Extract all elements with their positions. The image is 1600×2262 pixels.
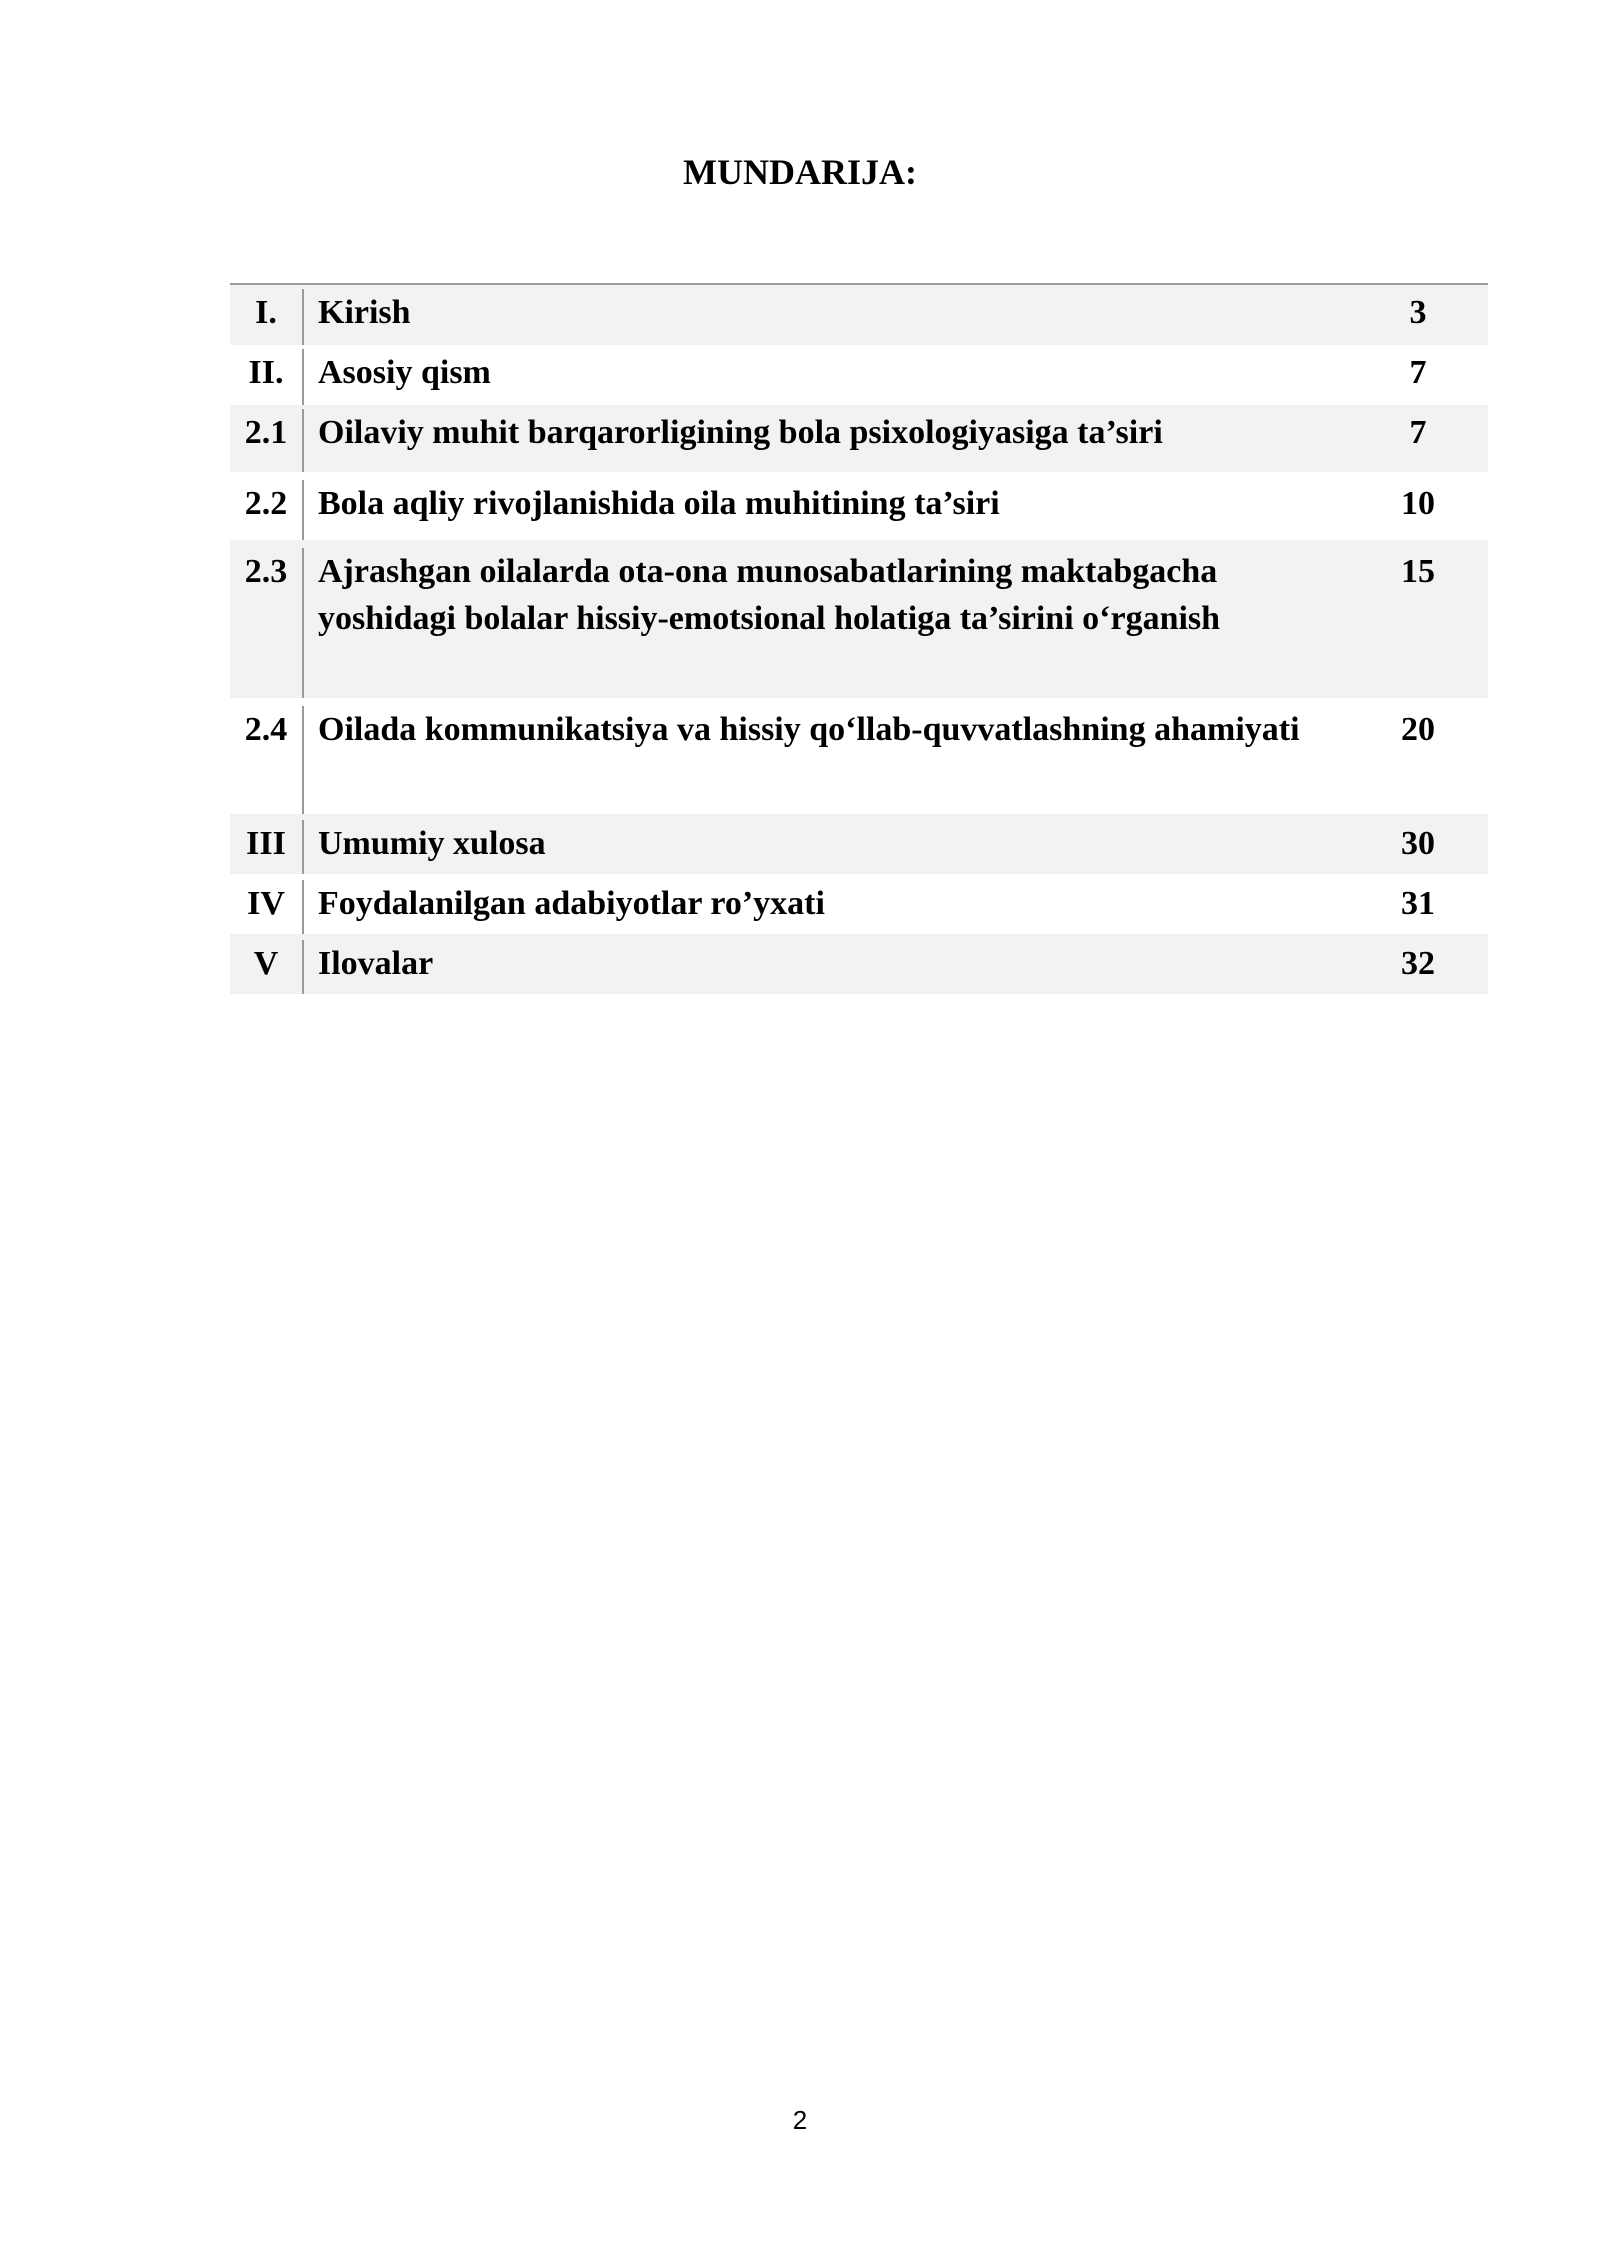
toc-row bbox=[230, 405, 1488, 472]
toc-row-title: Ilovalar bbox=[318, 945, 434, 982]
toc-row-title: Asosiy qism bbox=[318, 354, 491, 391]
page-number: 2 bbox=[792, 2105, 808, 2135]
toc-row bbox=[230, 345, 1488, 405]
toc-row-page: 30 bbox=[1401, 825, 1435, 862]
toc-row bbox=[230, 874, 1488, 934]
toc-row-title: Bola aqliy rivojlanishida oila muhitining ta’siri bbox=[318, 485, 1000, 522]
toc-row bbox=[230, 934, 1488, 994]
toc-row-number: V bbox=[230, 940, 304, 994]
toc-row-title: Oilaviy muhit barqarorligining bola psixologiyasiga ta’siri bbox=[318, 414, 1163, 451]
toc-row bbox=[230, 698, 1488, 814]
toc-row-number: IV bbox=[230, 880, 304, 934]
toc-row-number: III bbox=[230, 820, 304, 874]
toc-row bbox=[230, 285, 1488, 345]
table-of-contents bbox=[230, 283, 1488, 994]
toc-row-number: II. bbox=[230, 349, 304, 405]
toc-row-page: 15 bbox=[1401, 553, 1435, 590]
toc-row-page: 7 bbox=[1409, 354, 1427, 391]
toc-row-page: 31 bbox=[1401, 885, 1435, 922]
toc-row-number: I. bbox=[230, 289, 304, 345]
toc-row bbox=[230, 814, 1488, 874]
toc-row-page: 32 bbox=[1401, 945, 1435, 982]
toc-row-title: Foydalanilgan adabiyotlar ro’yxati bbox=[318, 885, 825, 922]
toc-row-number: 2.4 bbox=[230, 706, 304, 814]
toc-row-number: 2.2 bbox=[230, 480, 304, 540]
toc-row-title: Ajrashgan oilalarda ota-ona munosabatlarining maktabgacha yoshidagi bolalar hissiy-emotsional holatiga ta’sirini o‘rganish bbox=[318, 553, 1221, 637]
toc-row bbox=[230, 540, 1488, 698]
toc-row-page: 10 bbox=[1401, 485, 1435, 522]
toc-row-number: 2.3 bbox=[230, 548, 304, 698]
toc-row-title: Kirish bbox=[318, 294, 411, 331]
toc-row-number: 2.1 bbox=[230, 409, 304, 472]
toc-row-title: Oilada kommunikatsiya va hissiy qo‘llab-quvvatlashning ahamiyati bbox=[318, 711, 1300, 748]
page-title: MUNDARIJA: bbox=[683, 152, 917, 192]
toc-row bbox=[230, 472, 1488, 540]
toc-row-title: Umumiy xulosa bbox=[318, 825, 546, 862]
toc-row-page: 3 bbox=[1409, 294, 1427, 331]
toc-row-page: 20 bbox=[1401, 711, 1435, 748]
toc-row-page: 7 bbox=[1409, 414, 1427, 451]
